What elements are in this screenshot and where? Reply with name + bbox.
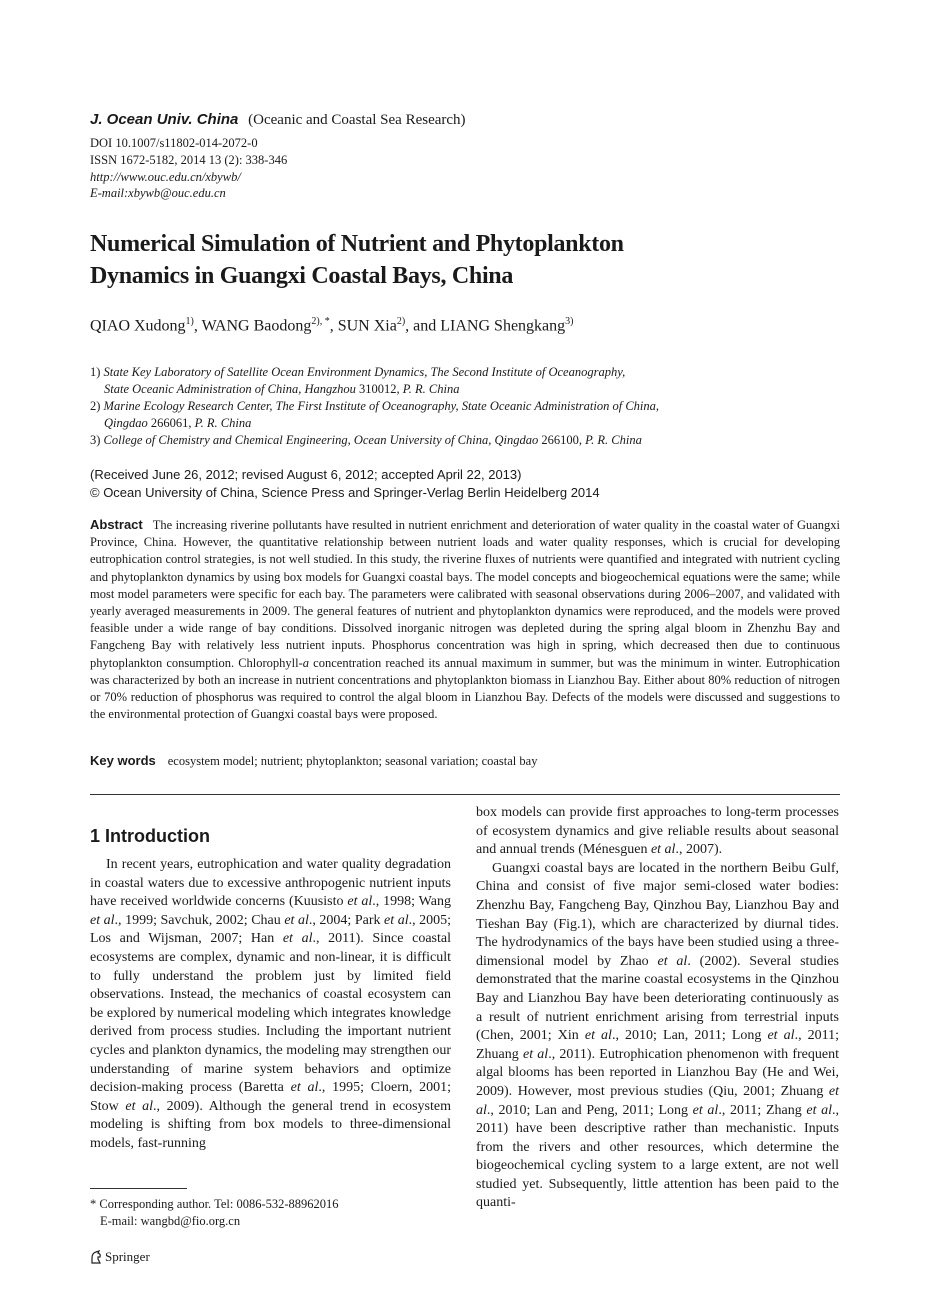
affiliation-3: 3) College of Chemistry and Chemical Engineering, Ocean University of China, Qingdao 266100, P. R. China xyxy=(90,433,642,447)
journal-subtitle: (Oceanic and Coastal Sea Research) xyxy=(248,112,466,128)
doi: DOI 10.1007/s11802-014-2072-0 xyxy=(90,136,258,150)
right-column xyxy=(476,804,839,1213)
left-column xyxy=(90,856,451,1154)
paragraph: box models can provide first approaches to long-term processes of ecosystem dynamics and give reliable results about seasonal and annual trends (Ménesguen et al., 2007). xyxy=(476,805,839,858)
keywords-text: ecosystem model; nutrient; phytoplankton; seasonal variation; coastal bay xyxy=(167,754,538,768)
abstract-label: Abstract xyxy=(90,517,143,532)
journal-email[interactable]: E-mail:xbywb@ouc.edu.cn xyxy=(90,186,226,200)
paragraph: In recent years, eutrophication and water quality degradation in coastal waters due to excessive anthropogenic nutrient inputs have received worldwide concerns (Kuusisto et al., 1998; Wang et al., 1999; Savchuk, 2002; Chau et al., 2004; Park et al., 2005; Los and Wijsman, 2007; Han et al., 2011). Since coastal ecosystems are complex, dynamic and non-linear, it is difficult to fully understand the problem just by limited field observations. Instead, the mechanics of coastal ecosystem can be explored by numerical modeling which integrates knowledge derived from process studies. Including the important nutrient cycles and plankton dynamics, the modeling may strengthen our understanding of marine system behaviors and optimize decision-making process (Baretta et al., 1995; Cloern, 2001; Stow et al., 2009). Although the general trend in ecosystem modeling is shifting from box models to three-dimensional models, fast-running xyxy=(90,857,452,1151)
author-affil-mark: 2) xyxy=(396,316,406,327)
keywords xyxy=(90,753,537,769)
author-name: QIAO Xudong xyxy=(90,317,186,335)
affiliation-2: 2) Marine Ecology Research Center, The First Institute of Oceanography, State Oceanic Administration of China, Qingdao 266061, P. R. China xyxy=(90,399,660,430)
publisher-logo xyxy=(90,1249,150,1265)
author-list xyxy=(90,316,573,335)
author-name: , SUN Xia xyxy=(329,317,397,335)
section-divider xyxy=(90,794,840,795)
journal-header xyxy=(90,111,466,129)
paper-title xyxy=(90,228,850,292)
abstract: Abstract The increasing riverine pollutants have resulted in nutrient enrichment and deterioration of water quality in the coastal water of Guangxi Province, China. However, the quantitative relationship between nutrient loads and water quality responses, which is crucial for developing eutrophication control strategies, is not well studied. In this study, the riverine fluxes of nutrients were quantified and integrated with nutrient cycling and phytoplankton dynamics by using box models for Guangxi coastal bays. The model concepts and biogeochemical equations were the same; while most model parameters were specific for each bay. The parameters were calibrated with seasonal observations during 2006–2007, and validated with yearly averaged measurements in 2009. The general features of nutrient and phytoplankton dynamics were reproduced, and the models were proved feasible under a wide range of bay conditions. Dissolved inorganic nitrogen was depleted during the spring algal bloom in Zhenzhu Bay and Fangcheng Bay with relatively less nutrient inputs. Phosphorus concentration was high in spring, which decreased then due to continuous phytoplankton consumption. Chlorophyll-a concentration reached its annual maximum in summer, but was the minimum in winter. Eutrophication was characterized by both an increase in nutrient concentrations and phytoplankton biomass in Lianzhou Bay. Either about 80% reduction of nitrogen or 70% reduction of phosphorus was required to control the algal bloom in Lianzhou Bay. Defects of the models were discussed and suggestions to the environmental protection of Guangxi coastal bays were proposed. xyxy=(90,517,840,722)
publication-dates xyxy=(90,466,600,502)
footnote-email: E-mail: wangbd@fio.org.cn xyxy=(100,1214,241,1228)
section-heading: 1 Introduction xyxy=(90,826,210,846)
journal-url[interactable]: http://www.ouc.edu.cn/xbywb/ xyxy=(90,170,241,184)
author-affil-mark: 3) xyxy=(565,316,574,327)
issn: ISSN 1672-5182, 2014 13 (2): 338-346 xyxy=(90,153,288,167)
footnote-rule xyxy=(90,1188,187,1189)
author-name: , WANG Baodong xyxy=(193,317,312,335)
publisher-name: Springer xyxy=(105,1249,150,1264)
springer-horse-icon xyxy=(90,1250,102,1264)
affiliations xyxy=(90,364,850,449)
affiliation-1: 1) State Key Laboratory of Satellite Ocean Environment Dynamics, The Second Institute of Oceanography, State Oceanic Administration of China, Hangzhou 310012, P. R. China xyxy=(90,365,626,396)
author-affil-mark: 2), * xyxy=(311,316,330,327)
paragraph: Guangxi coastal bays are located in the northern Beibu Gulf, China and consist of five major semi-closed water bodies: Zhenzhu Bay, Fangcheng Bay, Qinzhou Bay, Lianzhou Bay and Tieshan Bay (Fig.1), which are characterized by diurnal tides. The hydrodynamics of the bays have been studied using a three-dimensional model by Zhao et al. (2002). Several studies demonstrated that the marine coastal ecosystems in the Qinzhou Bay and Lianzhou Bay have been deteriorating continuously as a result of nutrient enrichment arising from terrestrial inputs (Chen, 2001; Xin et al., 2010; Lan, 2011; Long et al., 2011; Zhuang et al., 2011). Eutrophication phenomenon with frequent algal blooms has been reported in Lianzhou Bay (He and Wei, 2009). However, most previous studies (Qiu, 2001; Zhuang et al., 2010; Lan and Peng, 2011; Long et al., 2011; Zhang et al., 2011) have been descriptive rather than mechanistic. Inputs from the rivers and other resources, which determine the biogeochemical cycling system to a large extent, are not well studied yet. Subsequently, little attention has been paid to the quanti- xyxy=(476,860,840,1211)
corresponding-author: * Corresponding author. Tel: 0086-532-88962016 xyxy=(90,1197,339,1211)
title-line-2: Dynamics in Guangxi Coastal Bays, China xyxy=(90,263,514,289)
journal-name: J. Ocean Univ. China xyxy=(90,111,239,128)
keywords-label: Key words xyxy=(90,753,156,768)
author-name: , and LIANG Shengkang xyxy=(405,317,566,335)
abstract-text: The increasing riverine pollutants have resulted in nutrient enrichment and deterioration of water quality in the coastal water of Guangxi Province, China. However, the quantitative relationship between nutrient loads and water quality responses, which is crucial for developing eutrophication control strategies, is not well studied. In this study, the riverine fluxes of nutrients were quantified and integrated with nutrient cycling and phytoplankton dynamics by using box models for Guangxi coastal bays. The model concepts and biogeochemical equations were the same; while most model parameters were specific for each bay. The parameters were calibrated with seasonal observations during 2006–2007, and validated with yearly averaged measurements in 2009. The general features of nutrient and phytoplankton dynamics were reproduced, and the models were proved feasible under a wide range of bay conditions. Dissolved inorganic nitrogen was depleted during the spring algal bloom in Zhenzhu Bay and Fangcheng Bay with relatively less nutrient inputs. Phosphorus concentration was high in spring, which decreased then due to continuous phytoplankton consumption. Chlorophyll- xyxy=(90,518,840,670)
received-dates: (Received June 26, 2012; revised August 6, 2012; accepted April 22, 2013) xyxy=(90,467,522,482)
author-affil-mark: 1) xyxy=(185,316,194,327)
footnote xyxy=(90,1196,339,1230)
copyright-line: © Ocean University of China, Science Press and Springer-Verlag Berlin Heidelberg 2014 xyxy=(90,485,600,500)
title-line-1: Numerical Simulation of Nutrient and Phytoplankton xyxy=(90,231,624,257)
